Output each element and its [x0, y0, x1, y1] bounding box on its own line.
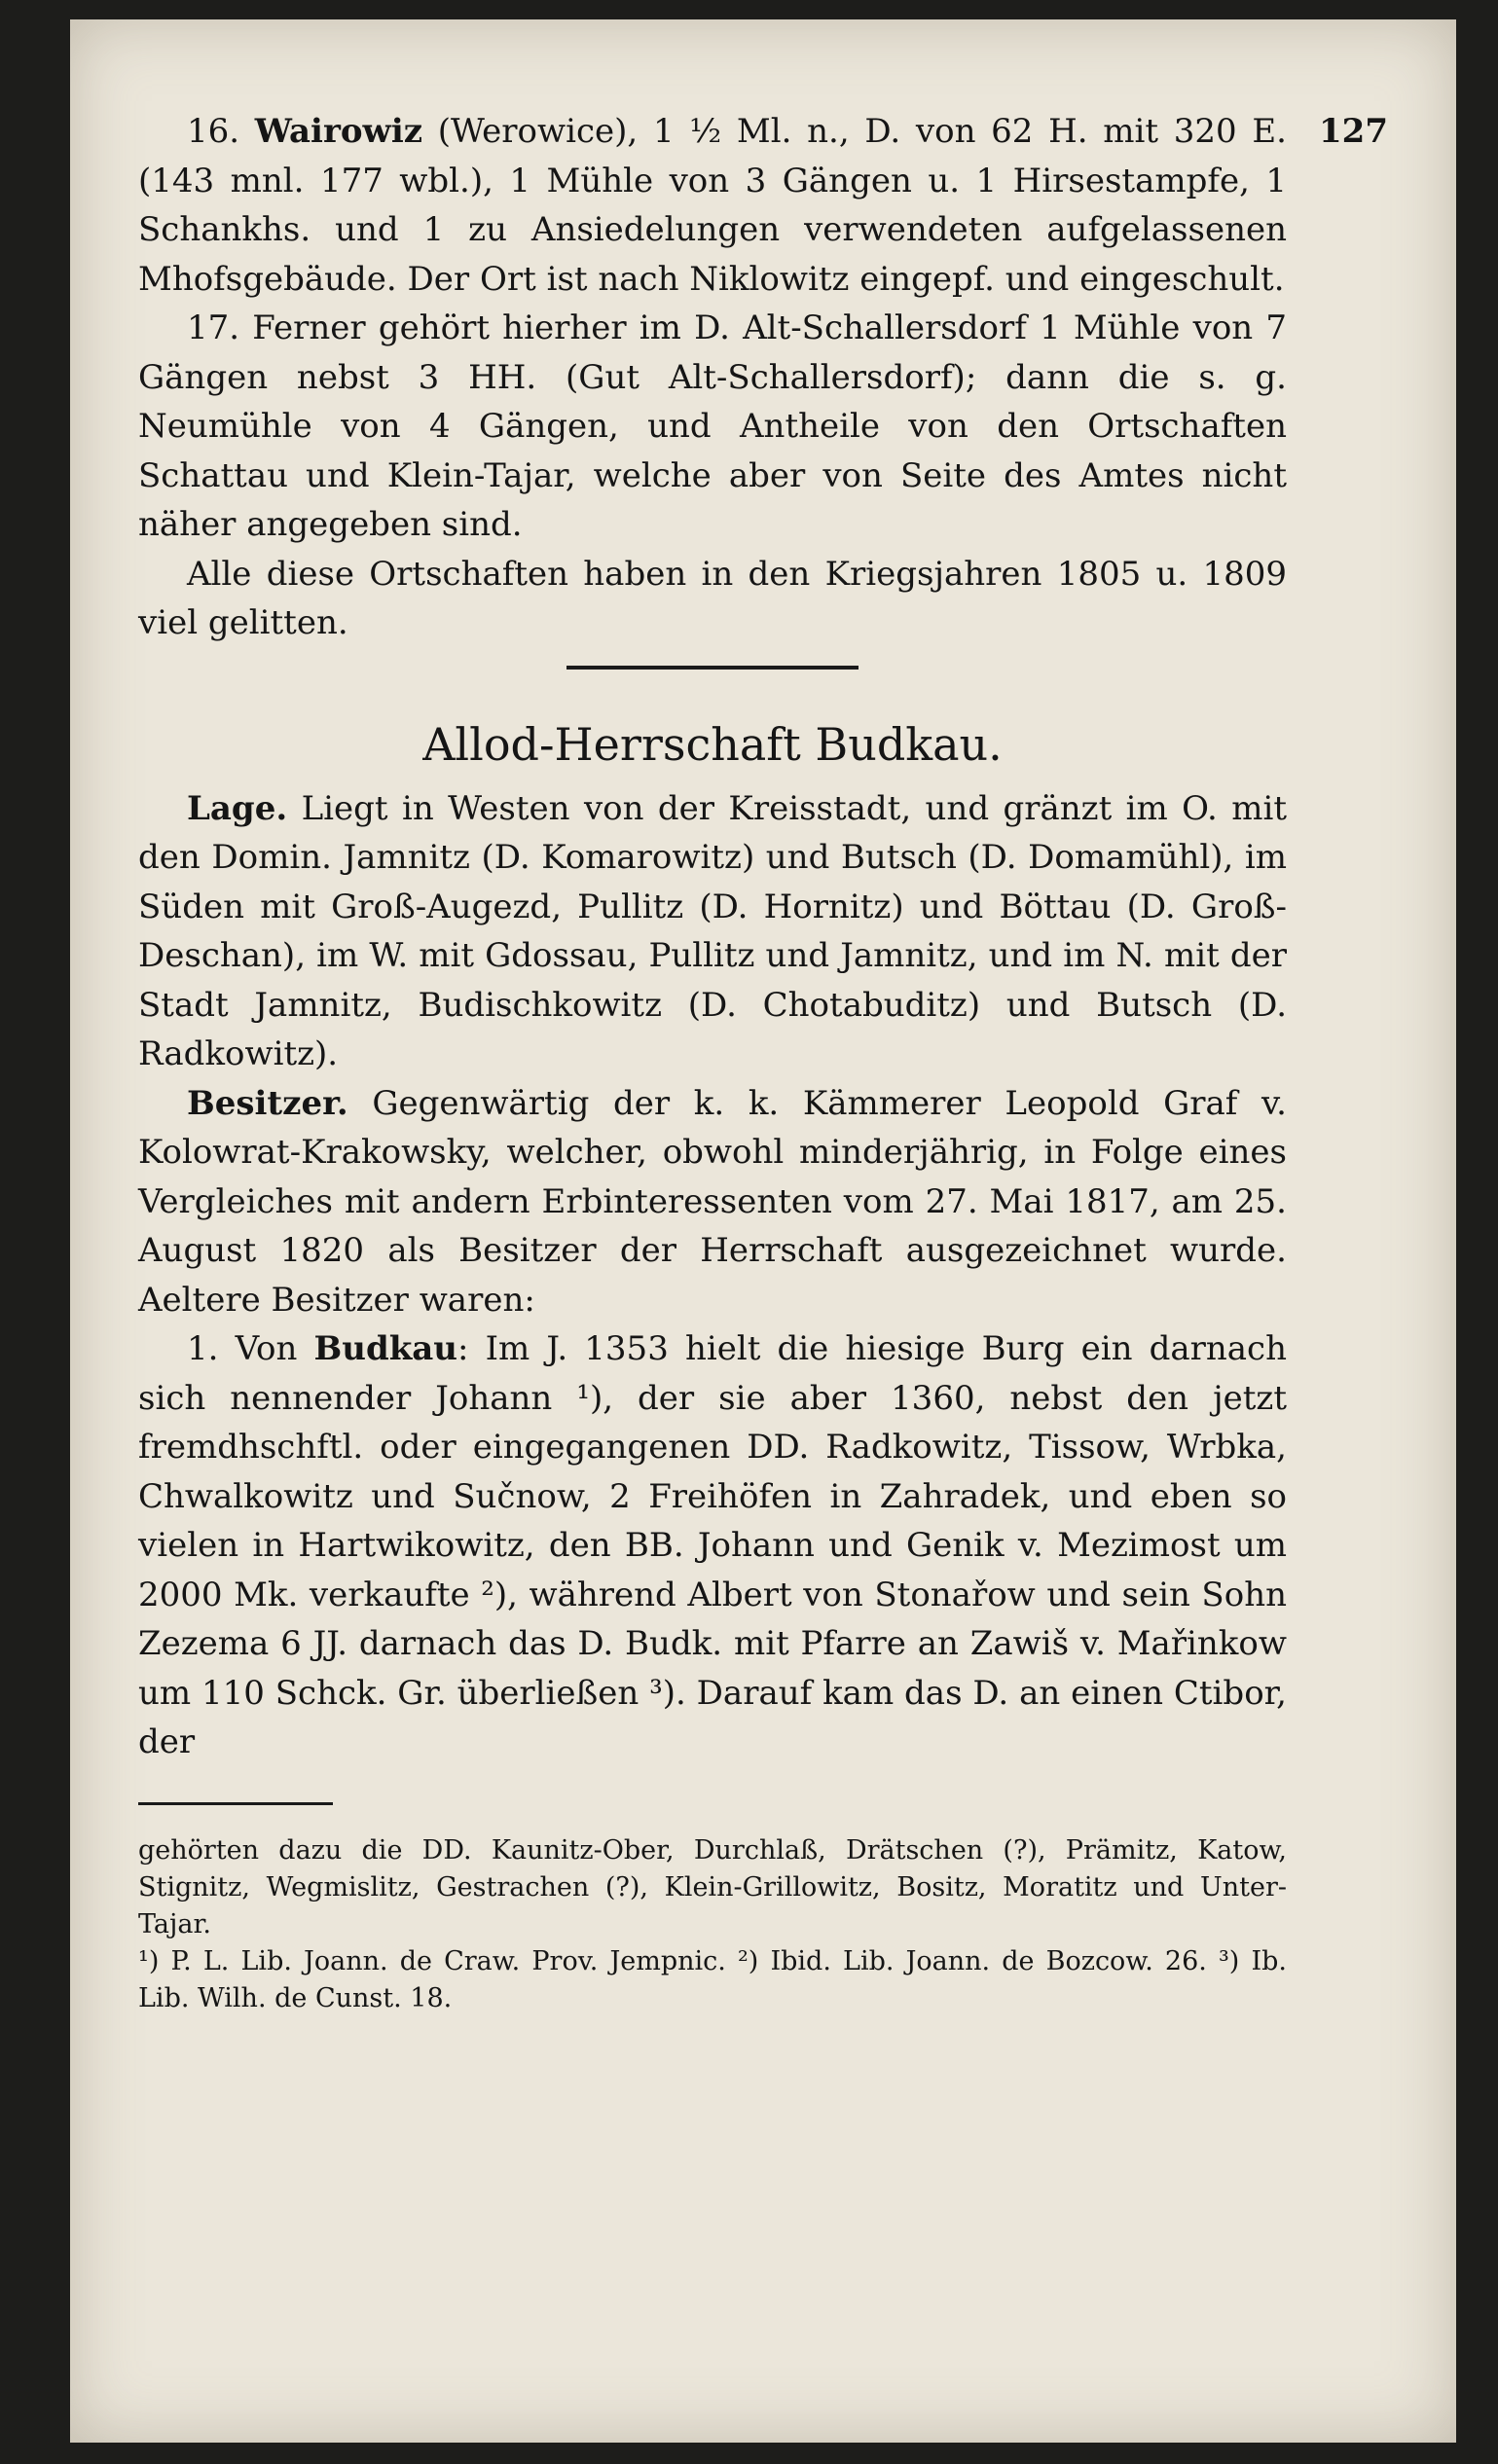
page-number: 127 — [1319, 112, 1388, 151]
entry-name: Wairowiz — [254, 112, 423, 151]
closing-paragraph: Alle diese Ortschaften haben in den Kriegsjahren 1805 u. 1809 viel gelitten. — [138, 554, 1287, 642]
lage-text: Liegt in Westen von der Kreisstadt, und gränzt im O. mit den Domin. Jamnitz (D. Komarowitz) und Butsch (D. Domamühl), im Süden mit Groß-Augezd, Pullitz (D. Hornitz) und Böttau (D. Groß-Deschan), im W. mit Gdossau, Pullitz und Jamnitz, und im N. mit der Stadt Jamnitz, Budischkowitz (D. Chotabuditz) und Butsch (D. Radkowitz). — [138, 788, 1287, 1073]
entry-17 — [138, 304, 1287, 550]
owner-item-1 — [138, 1324, 1287, 1767]
besitzer-heading: Besitzer. — [187, 1083, 348, 1123]
footnote-divider — [138, 1802, 333, 1805]
lage-paragraph — [138, 784, 1287, 1079]
book-page — [70, 19, 1456, 2443]
footnote-references: ¹) P. L. Lib. Joann. de Craw. Prov. Jempnic. ²) Ibid. Lib. Joann. de Bozcow. 26. ³) Ib. Lib. Wilh. de Cunst. 18. — [138, 1945, 1287, 2013]
item-number: 1. — [187, 1329, 219, 1368]
item-text-a: Von — [218, 1329, 314, 1368]
entry-number: 17. — [187, 308, 240, 347]
section-title: Allod-Herrschaft Budkau. — [422, 717, 1003, 771]
entry-16 — [138, 107, 1287, 304]
entry-text: Ferner gehört hierher im D. Alt-Schallersdorf 1 Mühle von 7 Gängen nebst 3 HH. (Gut Alt-Schallersdorf); dann die s. g. Neumühle von 4 Gängen, und Antheile von den Ortschaften Schattau und Klein-Tajar, welche aber von Seite des Amtes nicht näher angegeben sind. — [138, 308, 1287, 544]
footnote-continuation: gehörten dazu die DD. Kaunitz-Ober, Durchlaß, Drätschen (?), Prämitz, Katow, Stignitz, Wegmislitz, Gestrachen (?), Klein-Grillowitz, Bositz, Moratitz und Unter-Tajar. — [138, 1834, 1287, 1939]
entry-text: (Werowice), 1 ½ Ml. n., D. von 62 H. mit 320 E. (143 mnl. 177 wbl.), 1 Mühle von 3 Gängen u. 1 Hirsestampfe, 1 Schankhs. und 1 zu Ansiedelungen verwendeten aufgelassenen Mhofsgebäude. Der Ort ist nach Niklowitz eingepf. und eingeschult. — [138, 112, 1287, 299]
footnotes — [138, 1832, 1287, 2017]
besitzer-paragraph — [138, 1079, 1287, 1325]
besitzer-text: Gegenwärtig der k. k. Kämmerer Leopold Graf v. Kolowrat-Krakowsky, welcher, obwohl minderjährig, in Folge eines Vergleiches mit andern Erbinteressenten vom 27. Mai 1817, am 25. August 1820 als Besitzer der Herrschaft ausgezeichnet wurde. Aeltere Besitzer waren: — [138, 1083, 1287, 1320]
section-divider — [566, 666, 859, 670]
item-text-b: : Im J. 1353 hielt die hiesige Burg ein darnach sich nennender Johann ¹), der sie aber 1360, nebst den jetzt fremdhschftl. oder eingegangenen DD. Radkowitz, Tissow, Wrbka, Chwalkowitz und Sučnow, 2 Freihöfen in Zahradek, und eben so vielen in Hartwikowitz, den BB. Johann und Genik v. Mezimost um 2000 Mk. verkaufte ²), während Albert von Stonařow und sein Sohn Zezema 6 JJ. darnach das D. Budk. mit Pfarre an Zawiš v. Mařinkow um 110 Schck. Gr. überließen ³). Darauf kam das D. an einen Ctibor, der — [138, 1329, 1287, 1761]
page-content — [138, 107, 1287, 2017]
lage-heading: Lage. — [187, 788, 288, 828]
item-place-name: Budkau — [313, 1329, 458, 1368]
entry-number: 16. — [187, 112, 240, 151]
